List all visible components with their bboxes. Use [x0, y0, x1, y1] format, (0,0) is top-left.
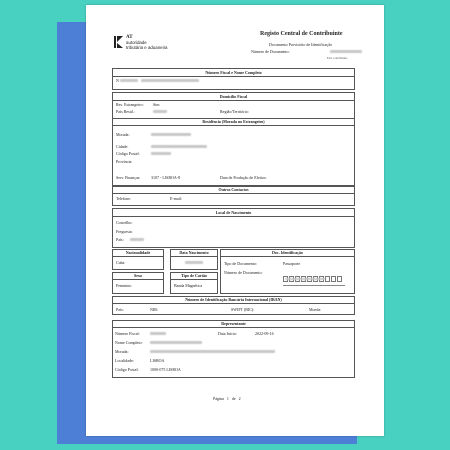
pagina-label: Página	[213, 396, 224, 401]
cidade-label: Cidade:	[116, 144, 129, 149]
section-iban-box	[112, 296, 355, 315]
logo-line1: autoridade	[126, 40, 147, 45]
serv-financas-label: Serv. Finanças:	[116, 175, 141, 180]
res-value: Sim	[153, 102, 160, 107]
section-nacionalidade-title: Nacionalidade	[125, 250, 151, 255]
name-value	[141, 79, 199, 82]
codigo-postal-label: Código Postal:	[116, 151, 140, 156]
de-label: de	[231, 396, 236, 401]
rep-nif-value	[150, 332, 166, 335]
doc-number-value	[330, 50, 362, 53]
email-label: E-mail:	[170, 196, 182, 201]
doc-number-label: Número de Documento:	[251, 49, 290, 54]
divider	[221, 256, 354, 257]
divider	[113, 279, 163, 280]
section-contactos-box	[112, 186, 355, 206]
logo-at-text: AT	[126, 35, 133, 40]
nif-prefix: N	[116, 78, 119, 83]
rep-nome-value	[150, 341, 202, 344]
section-sexo-title: Sexo	[134, 273, 142, 278]
header-note: Este contribuinte	[327, 56, 348, 60]
page-footer	[213, 396, 241, 401]
section-fiscal-box	[112, 92, 355, 119]
section-data-nasc-box	[170, 249, 218, 270]
rep-localidade-label: Localidade:	[115, 358, 134, 363]
section-residencia-title: Residência (Morada no Estrangeiro)	[202, 119, 265, 124]
data-nasc-value	[185, 261, 203, 264]
rep-morada-value	[150, 350, 275, 353]
cidade-value	[151, 145, 207, 148]
nacionalidade-value: Cuba	[116, 260, 125, 265]
morada-value	[151, 133, 191, 136]
section-name-title: Número Fiscal e Nome Completo	[205, 70, 262, 75]
divider	[171, 256, 217, 257]
divider	[113, 256, 163, 257]
divider	[113, 327, 354, 328]
section-nascimento-box	[112, 208, 355, 248]
divider	[113, 193, 354, 194]
section-data-nasc-title: Data Nascimento	[179, 250, 209, 255]
document-title: Registo Central de Contribuinte	[260, 31, 343, 37]
telefone-label: Telefone:	[116, 196, 132, 201]
iban-nib-label: NIB:	[150, 307, 158, 312]
concelho-label: Concelho:	[116, 220, 133, 225]
divider	[113, 303, 354, 304]
pais-nascimento-label: País:	[116, 237, 124, 242]
section-iban-title: Número de Identificação Bancária Internacional (IBAN)	[185, 297, 282, 302]
regiao-label: Região/Território:	[220, 109, 249, 114]
serv-financas-value: 3107 - LISBOA-8	[151, 175, 181, 180]
section-cartao-box	[170, 272, 218, 294]
section-name-box	[112, 68, 355, 90]
iban-pais-label: País:	[116, 307, 124, 312]
rep-localidade-value: LISBOA	[150, 358, 165, 363]
divider	[113, 216, 354, 217]
pais-nascimento-value	[130, 238, 144, 241]
section-sexo-box	[112, 272, 164, 294]
freguesia-label: Freguesia:	[116, 229, 133, 234]
section-representante-box	[112, 320, 355, 378]
signature-line	[283, 285, 345, 286]
pais-resid-label: País Resid.:	[116, 109, 135, 114]
rep-morada-label: Morada:	[115, 349, 129, 354]
section-fiscal-title: Domicílio Fiscal	[219, 94, 248, 99]
rep-data-inicio-label: Data Início:	[218, 331, 237, 336]
document-page	[86, 5, 384, 436]
rep-data-inicio-value: 2022-09-16	[255, 331, 274, 336]
section-nascimento-title: Local de Nascimento	[215, 210, 252, 215]
divider	[113, 125, 354, 126]
provincia-label: Província:	[116, 159, 133, 164]
page-total: 2	[238, 396, 241, 401]
morada-label: Morada:	[116, 132, 130, 137]
section-doc-id-box	[220, 249, 355, 294]
res-label: Res. Estrangeiro:	[116, 102, 144, 107]
nif-value	[120, 79, 138, 82]
tipo-doc-label: Tipo de Documento:	[224, 261, 257, 266]
codigo-postal-value	[151, 152, 171, 155]
data-efeitos-label: Data de Produção de Efeitos:	[220, 175, 267, 180]
section-representante-title: Representante	[221, 321, 246, 326]
page-current: 1	[226, 396, 229, 401]
document-subtitle: Documento Provisório de Identificação	[269, 42, 332, 47]
iban-swift-label: SWIFT (BIC):	[231, 307, 255, 312]
section-contactos-title: Outros Contactos	[218, 187, 249, 192]
pais-resid-value	[153, 110, 167, 113]
section-cartao-title: Tipo de Cartão	[181, 273, 207, 278]
numero-doc-label: Número de Documento:	[224, 270, 263, 275]
section-nacionalidade-box	[112, 249, 164, 270]
cartao-value: Banda Magnética	[174, 283, 203, 288]
rep-codigo-label: Código Postal:	[115, 367, 139, 372]
rep-nif-label: Número Fiscal:	[115, 331, 140, 336]
section-doc-id-title: Doc. Identificação	[272, 250, 303, 255]
rep-codigo-value: 1000-075 LISBOA	[150, 367, 181, 372]
at-logo-icon	[114, 36, 123, 48]
section-residencia-box	[112, 118, 355, 186]
divider	[171, 279, 217, 280]
numero-doc-value	[285, 278, 325, 280]
rep-nome-label: Nome Completo:	[115, 340, 143, 345]
divider	[113, 100, 354, 101]
iban-moeda-label: Moeda:	[309, 307, 322, 312]
divider	[113, 76, 354, 77]
sexo-value: Feminino	[116, 283, 132, 288]
logo-line2: tributária e aduaneira	[126, 45, 168, 50]
tipo-doc-value: Passaporte	[283, 261, 301, 266]
